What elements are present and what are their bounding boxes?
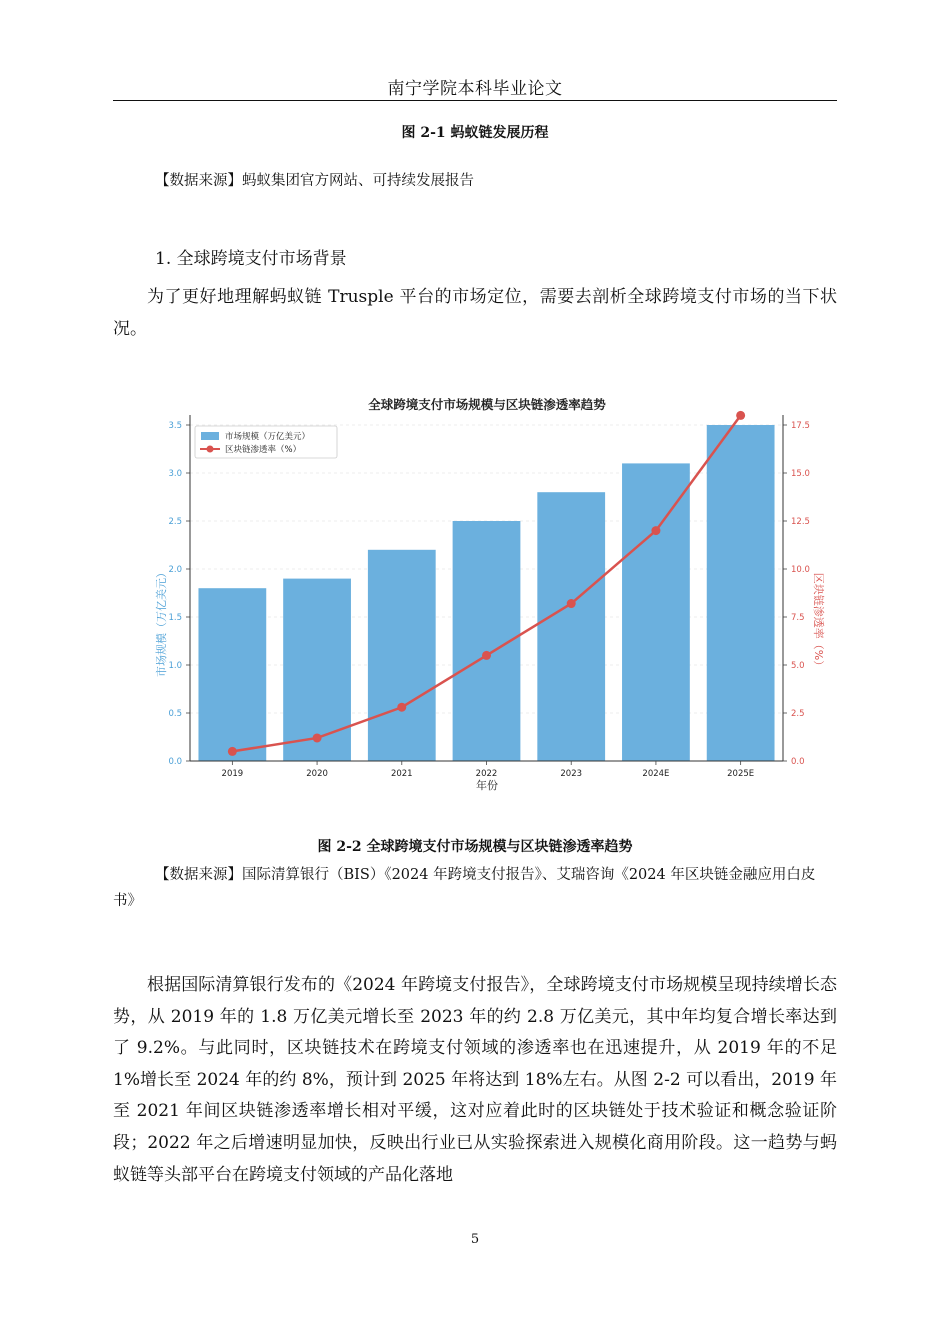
intro-paragraph: 为了更好地理解蚂蚁链 Trusple 平台的市场定位，需要去剖析全球跨境支付市场的当下状况。	[113, 287, 837, 339]
line-point	[397, 703, 406, 712]
x-tick-label: 2025E	[727, 769, 755, 779]
y-tick-label: 2.5	[168, 517, 182, 527]
page-header: 南宁学院本科毕业论文	[387, 79, 563, 99]
legend	[195, 426, 337, 458]
y-tick-label: 1.5	[168, 613, 182, 623]
x-tick-label: 2020	[306, 769, 328, 779]
bar	[537, 492, 605, 761]
y2-tick-label: 7.5	[791, 613, 805, 623]
figure-1-source: 【数据来源】蚂蚁集团官方网站、可持续发展报告	[155, 173, 474, 189]
line-point	[651, 526, 660, 535]
bar	[368, 550, 436, 761]
line-point	[736, 411, 745, 420]
y2-tick-label: 2.5	[791, 709, 805, 719]
x-tick-label: 2022	[475, 769, 498, 779]
y2-tick-label: 17.5	[791, 421, 810, 431]
figure-2-source: 【数据来源】国际清算银行（BIS）《2024 年跨境支付报告》、艾瑞咨询《2024 年区块链金融应用白皮书》	[113, 867, 816, 909]
legend-line-marker	[207, 446, 214, 453]
combo-chart	[140, 380, 825, 800]
x-tick-label: 2019	[221, 769, 244, 779]
y-tick-label: 3.5	[168, 421, 182, 431]
legend-bar-label: 市场规模（万亿美元）	[225, 432, 311, 442]
line-point	[567, 599, 576, 608]
line-point	[228, 747, 237, 756]
header-rule	[113, 100, 837, 101]
y2-tick-label: 0.0	[791, 757, 805, 767]
page-number: 5	[470, 1232, 480, 1247]
x-tick-label: 2024E	[642, 769, 670, 779]
line-point	[482, 651, 491, 660]
y2-tick-label: 15.0	[791, 469, 810, 479]
y-axis-label: 市场规模（万亿美元）	[155, 567, 168, 677]
line-point	[313, 733, 322, 742]
y2-axis-label: 区块链渗透率（%）	[812, 572, 825, 672]
y-tick-label: 1.0	[168, 661, 182, 671]
figure-2-caption: 图 2-2 全球跨境支付市场规模与区块链渗透率趋势	[317, 839, 633, 855]
bar	[622, 463, 690, 761]
y-tick-label: 0.0	[168, 757, 182, 767]
bar	[198, 588, 266, 761]
legend-line-label: 区块链渗透率（%）	[225, 445, 302, 455]
x-tick-label: 2021	[390, 769, 413, 779]
y2-tick-label: 5.0	[791, 661, 805, 671]
chart-title: 全球跨境支付市场规模与区块链渗透率趋势	[368, 397, 606, 412]
figure-1-caption: 图 2-1 蚂蚁链发展历程	[401, 125, 549, 141]
bar	[707, 425, 775, 761]
x-tick-label: 2023	[560, 769, 583, 779]
y2-tick-label: 12.5	[791, 517, 810, 527]
y-tick-label: 3.0	[168, 469, 182, 479]
legend-bar-swatch	[201, 432, 219, 440]
y-tick-label: 2.0	[168, 565, 182, 575]
y-tick-label: 0.5	[168, 709, 182, 719]
section-heading: 1. 全球跨境支付市场背景	[155, 249, 347, 269]
x-axis-label: 年份	[476, 779, 498, 792]
body-paragraph: 根据国际清算银行发布的《2024 年跨境支付报告》，全球跨境支付市场规模呈现持续增长态势，从 2019 年的 1.8 万亿美元增长至 2023 年的约 2.8 万亿美元，其中年均复合增长率达到了 9.2%。与此同时，区块链技术在跨境支付领域的渗透率也在迅速提升，从 2019 年的不足 1%增长至 2024 年的约 8%，预计到 2025 年将达到 18%左右。从图 2-2 可以看出，2019 年至 2021 年间区块链渗透率增长相对平缓，这对应着此时的区块链处于技术验证和概念验证阶段；2022 年之后增速明显加快，反映出行业已从实验探索进入规模化商用阶段。这一趋势与蚂蚁链等头部平台在跨境支付领域的产品化落地	[113, 975, 837, 1185]
y2-tick-label: 10.0	[791, 565, 810, 575]
